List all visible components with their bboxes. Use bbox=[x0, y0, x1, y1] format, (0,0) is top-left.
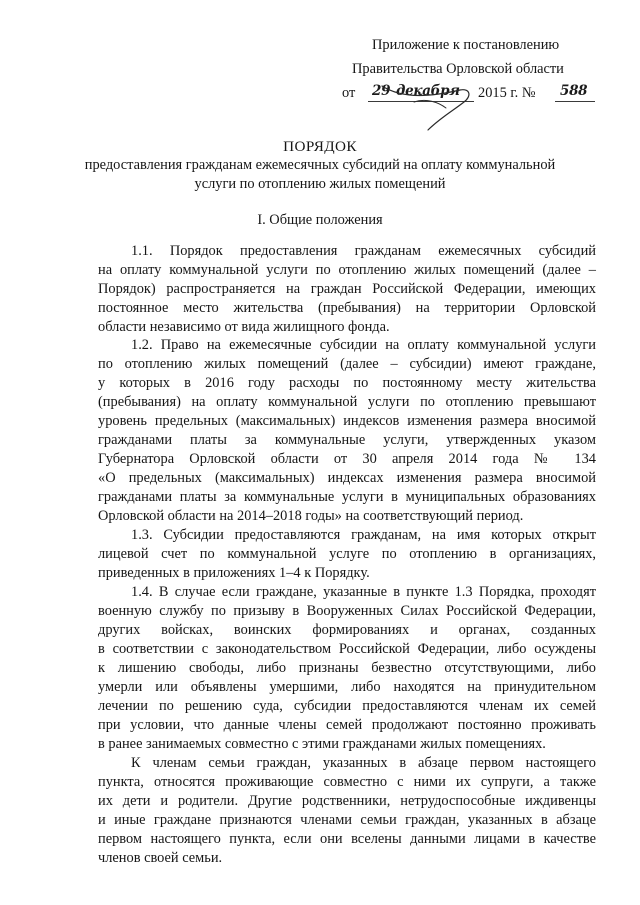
handwritten-day: 29 bbox=[372, 83, 391, 99]
paragraph-line: умерли или объявлены умершими, либо находятся на принудительном bbox=[98, 679, 596, 695]
paragraph-line: к лишению свободы, либо признаны безвестно отсутствующими, либо bbox=[98, 660, 596, 676]
paragraph-line: в ранее занимаемых совместно с этими гражданами жилых помещениях. bbox=[98, 736, 546, 752]
document-subtitle-line-2: услуги по отоплению жилых помещений bbox=[194, 176, 446, 192]
paragraph-line: и иные граждане признаются членами семьи граждан, указанных в абзаце bbox=[98, 812, 596, 828]
paragraph-line: пункта, относятся проживающие совместно с ними их супруги, а также bbox=[98, 774, 596, 790]
appendix-line-1: Приложение к постановлению bbox=[372, 37, 560, 53]
paragraph-line: гражданами платы за коммунальные услуги, утвержденных указом bbox=[98, 432, 596, 448]
paragraph-line: у которых в 2016 году расходы по постоянному месту жительства bbox=[98, 375, 596, 391]
document-title: ПОРЯДОК bbox=[283, 138, 357, 155]
paragraph-line: К членам семьи граждан, указанных в абзаце первом настоящего bbox=[131, 755, 596, 771]
paragraph-line: области независимо от вида жилищного фонда. bbox=[98, 319, 390, 335]
paragraph-line: гражданами платы за коммунальные услуги в муниципальных образованиях bbox=[98, 489, 596, 505]
paragraph-line: в соответствии с законодательством Российской Федерации, либо осуждены bbox=[98, 641, 596, 657]
document-subtitle-line-1: предоставления гражданам ежемесячных субсидий на оплату коммунальной bbox=[84, 157, 556, 173]
paragraph-line: на оплату коммунальной услуги по отоплению жилых помещений (далее – bbox=[98, 262, 596, 278]
paragraph-line: членов своей семьи. bbox=[98, 850, 223, 866]
handwritten-month: декабря bbox=[396, 83, 460, 99]
paragraph-line: 1.3. Субсидии предоставляются гражданам, на имя которых открыт bbox=[131, 527, 596, 543]
paragraph-line: других войсках, воинских формированиях и органах, созданных bbox=[98, 622, 596, 638]
paragraph-line: военную службу по призыву в Вооруженных Силах Российской Федерации, bbox=[98, 603, 596, 619]
paragraph-line: уровень предельных (максимальных) индексов изменения размера вносимой bbox=[98, 413, 596, 429]
paragraph-line: Орловской области на 2014–2018 годы» на соответствующий период. bbox=[98, 508, 524, 524]
paragraph-line: лечении по решению суда, субсидии предоставляются членам их семей bbox=[98, 698, 596, 714]
paragraph-line: по отоплению жилых помещений (далее – субсидии) имеют граждане, bbox=[98, 356, 596, 372]
paragraph-line: приведенных в приложениях 1–4 к Порядку. bbox=[98, 565, 370, 581]
paragraph-line: при условии, что данные члены семей продолжают постоянно проживать bbox=[98, 717, 596, 733]
paragraph-line: «О предельных (максимальных) индексах изменения размера вносимой bbox=[98, 470, 596, 486]
paragraph-line: их дети и родители. Другие родственники, нетрудоспособные иждивенцы bbox=[98, 793, 596, 809]
date-year: 2015 г. № bbox=[478, 85, 536, 101]
paragraph-line: первом настоящего пункта, если они вселены данными лицами в качестве bbox=[98, 831, 596, 847]
paragraph-line: (пребывания) на оплату коммунальной услуги по отоплению превышают bbox=[98, 394, 596, 410]
handwritten-signature-mark bbox=[374, 82, 478, 134]
paragraph-line: лицевой счет по коммунальной услуге по отоплению в организациях, bbox=[98, 546, 596, 562]
date-prefix: от bbox=[342, 85, 356, 101]
paragraph-line: Губернатора Орловской области от 30 апреля 2014 года № 134 bbox=[98, 451, 596, 467]
appendix-line-2: Правительства Орловской области bbox=[352, 61, 564, 77]
number-underline bbox=[555, 101, 595, 102]
paragraph-line: постоянное место жительства (пребывания) на территории Орловской bbox=[98, 300, 596, 316]
section-heading: I. Общие положения bbox=[257, 212, 383, 228]
handwritten-number: 588 bbox=[560, 83, 588, 99]
paragraph-line: Порядок) распространяется на граждан Российской Федерации, имеющих bbox=[98, 281, 596, 297]
paragraph-line: 1.2. Право на ежемесячные субсидии на оплату коммунальной услуги bbox=[131, 337, 596, 353]
paragraph-line: 1.4. В случае если граждане, указанные в пункте 1.3 Порядка, проходят bbox=[131, 584, 596, 600]
paragraph-line: 1.1. Порядок предоставления гражданам ежемесячных субсидий bbox=[131, 243, 596, 259]
